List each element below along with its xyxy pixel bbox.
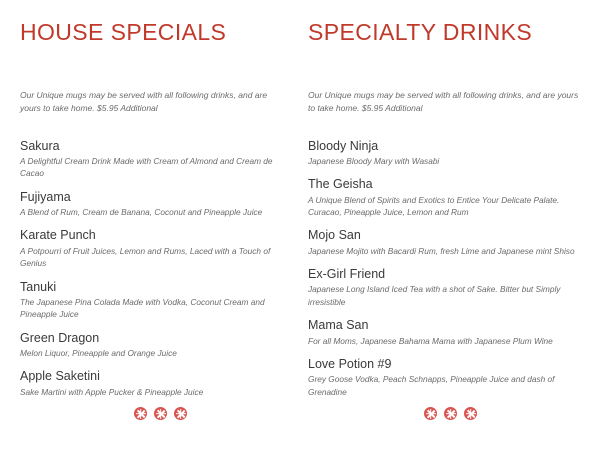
flower-rosette-icon [134, 407, 147, 420]
item-name: Sakura [20, 138, 60, 153]
item-list-specialty-drinks [308, 138, 582, 407]
list-item [20, 368, 282, 398]
item-name: Fujiyama [20, 189, 71, 204]
item-description: A Unique Blend of Spirits and Exotics to Entice Your Delicate Palate. Curacao, Pineapple Juice, Lemon and Rum [308, 194, 560, 218]
intro-text-house-specials: Our Unique mugs may be served with all following drinks, and are yours to take home. $5.95 Additional [20, 90, 268, 114]
item-description: Japanese Long Island Iced Tea with a shot of Sake. Bitter but Simply irresistible [308, 284, 561, 307]
list-item [308, 227, 582, 257]
item-list-house-specials [20, 138, 282, 407]
list-item [308, 266, 582, 308]
list-item [20, 227, 282, 269]
item-name: The Geisha [308, 177, 373, 192]
item-description: A Potpourri of Fruit Juices, Lemon and Rums, Laced with a Touch of Genius [20, 245, 271, 269]
item-name: Mama San [308, 318, 369, 333]
item-description: Sake Martini with Apple Pucker & Pineapple Juice [20, 386, 204, 397]
list-item [20, 189, 282, 219]
item-description: Grey Goose Vodka, Peach Schnapps, Pineapple Juice and dash of Grenadine [308, 374, 555, 397]
item-description: Melon Liquor, Pineapple and Orange Juice [20, 347, 177, 358]
item-description: Japanese Mojito with Bacardi Rum, fresh Lime and Japanese mint Shiso [308, 245, 575, 256]
flower-rosette-icon [424, 407, 437, 420]
column-specialty-drinks [300, 0, 600, 450]
item-name: Apple Saketini [20, 369, 100, 384]
ornament-divider-left [134, 407, 187, 420]
item-name: Karate Punch [20, 228, 96, 243]
item-name: Ex-Girl Friend [308, 267, 386, 282]
page-title-specialty-drinks: SPECIALTY DRINKS [308, 19, 533, 45]
item-name: Mojo San [308, 228, 361, 243]
item-name: Bloody Ninja [308, 138, 379, 153]
item-description: Japanese Bloody Mary with Wasabi [308, 155, 440, 166]
page-title-house-specials: HOUSE SPECIALS [20, 19, 227, 45]
flower-rosette-icon [174, 407, 187, 420]
item-description: A Delightful Cream Drink Made with Cream of Almond and Cream de Cacao [20, 155, 273, 179]
list-item [308, 138, 582, 168]
list-item [308, 356, 582, 398]
list-item [308, 317, 582, 347]
intro-text-specialty-drinks: Our Unique mugs may be served with all following drinks, and are yours to take home. $5.95 Additional [308, 90, 579, 114]
item-name: Love Potion #9 [308, 356, 392, 371]
item-name: Green Dragon [20, 330, 100, 345]
flower-rosette-icon [464, 407, 477, 420]
flower-rosette-icon [154, 407, 167, 420]
item-description: A Blend of Rum, Cream de Banana, Coconut and Pineapple Juice [20, 207, 263, 218]
item-description: For all Moms, Japanese Bahama Mama with Japanese Plum Wine [308, 335, 553, 346]
list-item [20, 138, 282, 180]
list-item [20, 279, 282, 321]
item-name: Tanuki [20, 279, 57, 294]
ornament-divider-right [424, 407, 477, 420]
list-item [20, 330, 282, 360]
item-description: The Japanese Pina Colada Made with Vodka, Coconut Cream and Pineapple Juice [20, 296, 265, 320]
flower-rosette-icon [444, 407, 457, 420]
list-item [308, 176, 582, 218]
